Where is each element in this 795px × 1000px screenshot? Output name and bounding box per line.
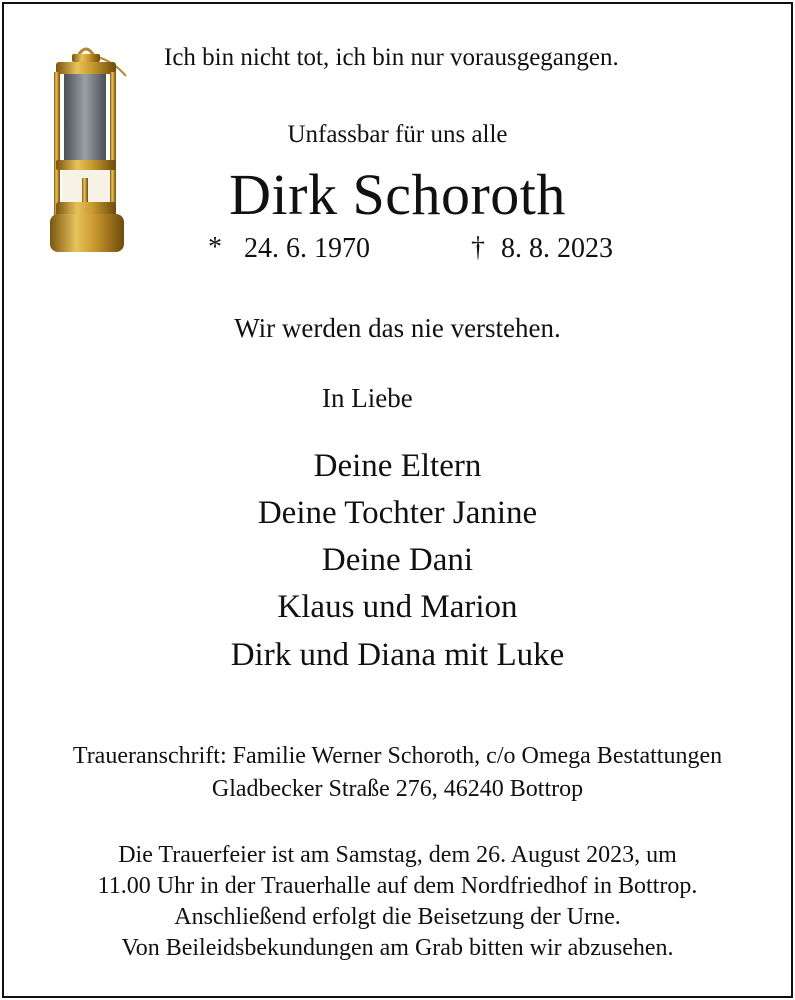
mourner-line: Deine Dani bbox=[321, 542, 474, 578]
mourning-sentence: Wir werden das nie verstehen. bbox=[234, 313, 561, 343]
address-line: Gladbecker Straße 276, 46240 Bottrop bbox=[211, 776, 584, 802]
service-line: Die Trauerfeier ist am Samstag, dem 26. August 2023, um bbox=[118, 842, 677, 868]
intro-line: Unfassbar für uns alle bbox=[287, 121, 508, 148]
death-symbol: † bbox=[471, 232, 485, 263]
birth-symbol: * bbox=[208, 232, 222, 263]
service-line: 11.00 Uhr in der Trauerhalle auf dem Nordfriedhof in Bottrop. bbox=[97, 873, 698, 899]
motto: Ich bin nicht tot, ich bin nur vorausgegangen. bbox=[164, 44, 619, 71]
deceased-name: Dirk Schoroth bbox=[229, 162, 566, 227]
mourner-line: Klaus und Marion bbox=[277, 589, 518, 625]
in-love-line: In Liebe bbox=[322, 383, 413, 413]
mourner-line: Dirk und Diana mit Luke bbox=[230, 637, 565, 673]
mourner-line: Deine Tochter Janine bbox=[257, 495, 538, 531]
death-date: 8. 8. 2023 bbox=[501, 233, 613, 264]
service-line: Anschließend erfolgt die Beisetzung der Urne. bbox=[174, 904, 621, 930]
service-line: Von Beileidsbekundungen am Grab bitten wir abzusehen. bbox=[121, 935, 674, 961]
birth-date: 24. 6. 1970 bbox=[244, 233, 370, 264]
obituary-notice bbox=[2, 2, 793, 998]
mourner-line: Deine Eltern bbox=[313, 448, 482, 484]
address-line: Traueranschrift: Familie Werner Schoroth, c/o Omega Bestattungen bbox=[72, 743, 723, 769]
